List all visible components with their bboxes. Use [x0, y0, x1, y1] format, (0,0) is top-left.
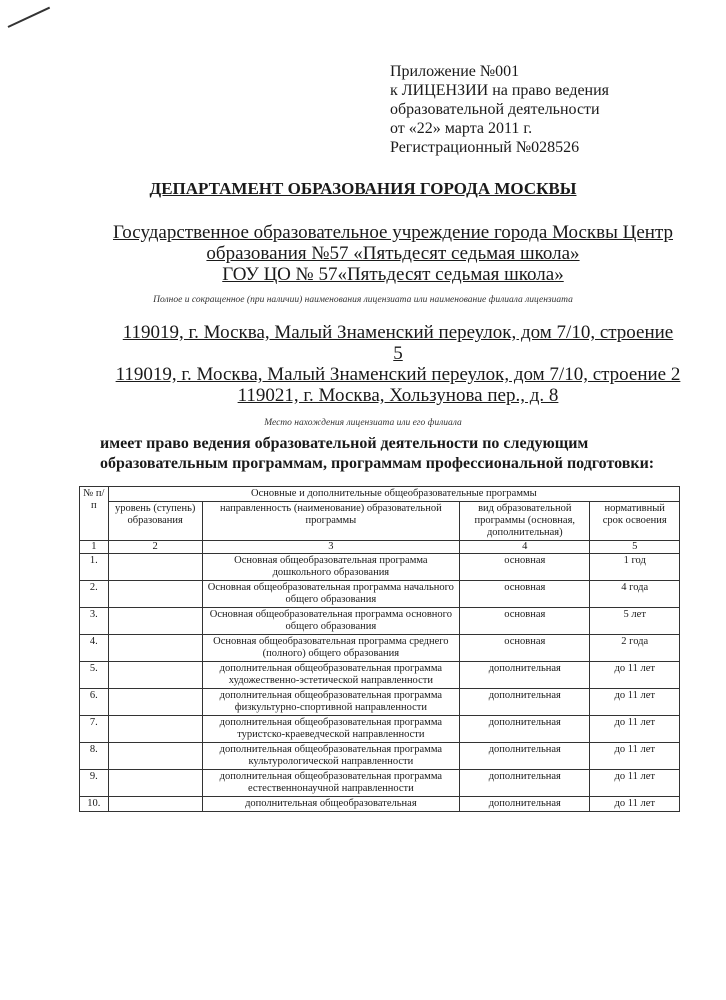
row-level [108, 581, 202, 608]
row-direction: дополнительная общеобразовательная [202, 797, 459, 812]
row-number: 10. [80, 797, 109, 812]
row-level [108, 662, 202, 689]
table-row [80, 581, 680, 608]
header-kind: вид образовательной программы (основная, дополнительная) [460, 502, 590, 541]
department-title: ДЕПАРТАМЕНТ ОБРАЗОВАНИЯ ГОРОДА МОСКВЫ [149, 179, 577, 198]
row-kind: дополнительная [460, 716, 590, 743]
table-row [80, 554, 680, 581]
pen-mark [8, 7, 51, 28]
programs-table [79, 486, 680, 812]
row-number: 1. [80, 554, 109, 581]
row-kind: основная [460, 554, 590, 581]
column-number: 5 [590, 541, 680, 554]
row-level [108, 743, 202, 770]
row-number: 8. [80, 743, 109, 770]
row-level [108, 635, 202, 662]
header-group: Основные и дополнительные общеобразовательные программы [108, 487, 679, 502]
header-direction: направленность (наименование) образовательной программы [202, 502, 459, 541]
row-direction: Основная общеобразовательная программа основного общего образования [202, 608, 459, 635]
row-direction: дополнительная общеобразовательная программа культурологической направленности [202, 743, 459, 770]
row-term: до 11 лет [590, 797, 680, 812]
row-number: 9. [80, 770, 109, 797]
row-kind: основная [460, 635, 590, 662]
row-term: 5 лет [590, 608, 680, 635]
addresses-block [96, 322, 700, 406]
row-kind: основная [460, 581, 590, 608]
row-kind: дополнительная [460, 662, 590, 689]
column-number: 2 [108, 541, 202, 554]
row-kind: основная [460, 608, 590, 635]
row-term: 1 год [590, 554, 680, 581]
address-line: 119019, г. Москва, Малый Знаменский переулок, дом 7/10, строение 2 [115, 364, 681, 385]
location-caption: Место нахождения лицензиата или его филиала [264, 418, 462, 428]
row-level [108, 554, 202, 581]
rights-line: образовательным программам, программам профессиональной подготовки: [100, 455, 655, 472]
row-direction: дополнительная общеобразовательная программа естественнонаучной направленности [202, 770, 459, 797]
row-kind: дополнительная [460, 770, 590, 797]
row-kind: дополнительная [460, 689, 590, 716]
row-direction: Основная общеобразовательная программа дошкольного образования [202, 554, 459, 581]
row-kind: дополнительная [460, 797, 590, 812]
table-row [80, 743, 680, 770]
table-row [80, 608, 680, 635]
appendix-line: образовательной деятельности [390, 101, 600, 118]
row-level [108, 689, 202, 716]
appendix-line: Приложение №001 [390, 63, 520, 80]
row-term: до 11 лет [590, 689, 680, 716]
row-direction: дополнительная общеобразовательная программа туристско-краеведческой направленности [202, 716, 459, 743]
header-num: № п/п [80, 487, 109, 541]
row-level [108, 770, 202, 797]
appendix-line: к ЛИЦЕНЗИИ на право ведения [390, 82, 610, 99]
row-term: до 11 лет [590, 743, 680, 770]
row-direction: дополнительная общеобразовательная программа физкультурно-спортивной направленности [202, 689, 459, 716]
rights-line: имеет право ведения образовательной деятельности по следующим [100, 435, 589, 452]
row-number: 5. [80, 662, 109, 689]
address-line: 119019, г. Москва, Малый Знаменский переулок, дом 7/10, строение [122, 322, 674, 343]
table-row [80, 797, 680, 812]
row-direction: Основная общеобразовательная программа среднего (полного) общего образования [202, 635, 459, 662]
column-number: 4 [460, 541, 590, 554]
column-number: 3 [202, 541, 459, 554]
rights-statement [100, 434, 700, 474]
table-row [80, 662, 680, 689]
table-row [80, 635, 680, 662]
row-kind: дополнительная [460, 743, 590, 770]
address-line: 119021, г. Москва, Хользунова пер., д. 8 [237, 385, 559, 406]
organization-line: Государственное образовательное учреждение города Москвы Центр [112, 222, 674, 243]
row-term: до 11 лет [590, 770, 680, 797]
appendix-block [390, 62, 710, 157]
row-level [108, 716, 202, 743]
row-term: до 11 лет [590, 662, 680, 689]
organization-line: ГОУ ЦО № 57«Пятьдесят седьмая школа» [222, 264, 564, 285]
row-term: 4 года [590, 581, 680, 608]
address-line: 5 [393, 343, 403, 364]
row-number: 4. [80, 635, 109, 662]
name-caption: Полное и сокращенное (при наличии) наименования лицензиата или наименование филиала лицензиата [153, 295, 573, 305]
table-header-row [80, 487, 680, 502]
row-direction: дополнительная общеобразовательная программа художественно-эстетической направленности [202, 662, 459, 689]
row-number: 7. [80, 716, 109, 743]
row-number: 2. [80, 581, 109, 608]
header-term: нормативный срок освоения [590, 502, 680, 541]
header-level: уровень (ступень) образования [108, 502, 202, 541]
table-subheader-row [80, 502, 680, 541]
table-row [80, 716, 680, 743]
appendix-line: от «22» марта 2011 г. [390, 120, 533, 137]
table-row [80, 689, 680, 716]
row-number: 3. [80, 608, 109, 635]
row-direction: Основная общеобразовательная программа начального общего образования [202, 581, 459, 608]
column-number: 1 [80, 541, 109, 554]
row-number: 6. [80, 689, 109, 716]
row-term: до 11 лет [590, 716, 680, 743]
row-term: 2 года [590, 635, 680, 662]
column-numbers-row [80, 541, 680, 554]
row-level [108, 797, 202, 812]
appendix-line: Регистрационный №028526 [390, 139, 580, 156]
organization-line: образования №57 «Пятьдесят седьмая школа» [206, 243, 580, 264]
row-level [108, 608, 202, 635]
table-row [80, 770, 680, 797]
organization-name [100, 222, 686, 285]
